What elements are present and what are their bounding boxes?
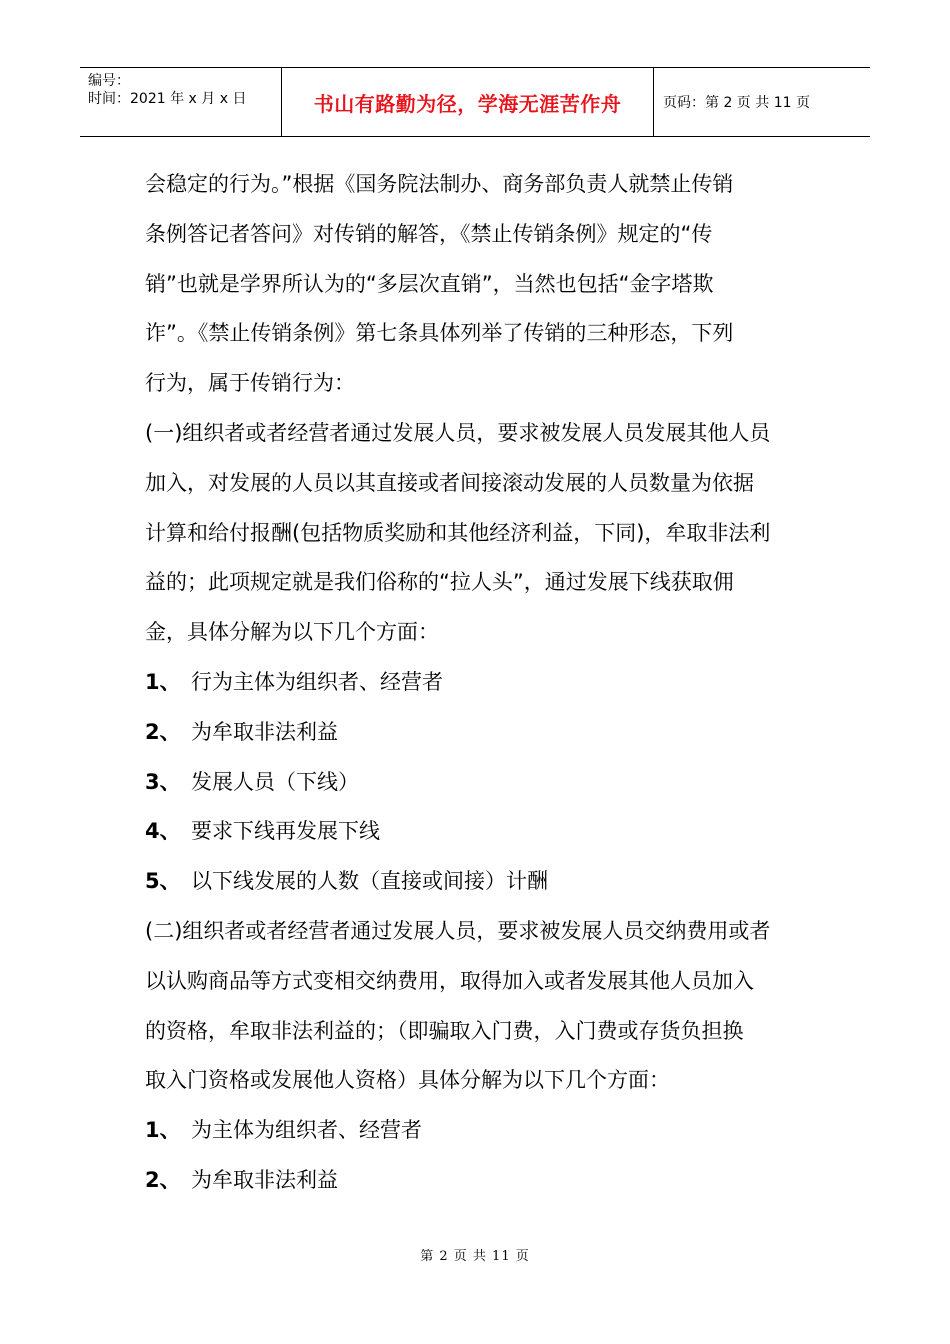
body-line: 以认购商品等方式变相交纳费用，取得加入或者发展其他人员加入 [145, 968, 754, 993]
header-meta [80, 68, 282, 136]
body-line: 计算和给付报酬(包括物质奖励和其他经济利益，下同)，牟取非法利 [145, 520, 771, 545]
footer-page-number: 第 2 页 共 11 页 [420, 1249, 530, 1264]
list-number: 5、 [145, 869, 181, 894]
page-footer [0, 1245, 950, 1264]
list-number: 2、 [145, 1167, 181, 1192]
body-line: 的资格，牟取非法利益的；（即骗取入门费，入门费或存货负担换 [145, 1018, 744, 1043]
body-line: 取入门资格或发展他人资格）具体分解为以下几个方面： [145, 1068, 670, 1093]
list-number: 4、 [145, 819, 181, 844]
list-item [145, 1156, 815, 1206]
body-line: 行为，属于传销行为： [145, 371, 355, 396]
list-number: 1、 [145, 1118, 181, 1143]
body-line: (二)组织者或者经营者通过发展人员，要求被发展人员交纳费用或者 [145, 918, 771, 943]
header-motto [282, 68, 654, 136]
header-page-info [654, 68, 870, 136]
list-text: 以下线发展的人数（直接或间接）计酬 [191, 869, 548, 894]
document-header [80, 67, 870, 137]
list-text: 为牟取非法利益 [191, 1167, 338, 1192]
number-label: 编号： [88, 73, 130, 89]
list-number: 3、 [145, 769, 181, 794]
list-text: 行为主体为组织者、经营者 [191, 669, 443, 694]
list-item [145, 658, 815, 708]
list-text: 为主体为组织者、经营者 [191, 1118, 422, 1143]
page-info-text: 页码：第 2 页 共 11 页 [663, 95, 810, 111]
motto-text: 书山有路勤为径，学海无涯苦作舟 [313, 91, 622, 116]
body-line: 金，具体分解为以下几个方面： [145, 620, 439, 645]
list-text: 发展人员（下线） [191, 769, 359, 794]
list-item [145, 758, 815, 808]
list-number: 1、 [145, 669, 181, 694]
list-text: 要求下线再发展下线 [191, 819, 380, 844]
list-text: 为牟取非法利益 [191, 719, 338, 744]
list-item [145, 708, 815, 758]
body-line: 会稳定的行为。”根据《国务院法制办、商务部负责人就禁止传销 [145, 172, 734, 196]
body-line: (一)组织者或者经营者通过发展人员，要求被发展人员发展其他人员 [145, 420, 771, 445]
body-line: 销”也就是学界所认为的“多层次直销”，当然也包括“金字塔欺 [145, 271, 714, 296]
document-body [145, 160, 815, 1206]
list-item [145, 807, 815, 857]
body-line: 条例答记者答问》对传销的解答，《禁止传销条例》规定的“传 [145, 221, 713, 246]
body-line: 益的；此项规定就是我们俗称的“拉人头”，通过发展下线获取佣 [145, 570, 734, 595]
list-item [145, 1106, 815, 1156]
body-line: 诈”。《禁止传销条例》第七条具体列举了传销的三种形态，下列 [145, 321, 734, 346]
list-item [145, 857, 815, 907]
time-label: 时间：2021 年 x 月 x 日 [88, 91, 247, 107]
body-line: 加入，对发展的人员以其直接或者间接滚动发展的人员数量为依据 [145, 470, 754, 495]
list-number: 2、 [145, 719, 181, 744]
